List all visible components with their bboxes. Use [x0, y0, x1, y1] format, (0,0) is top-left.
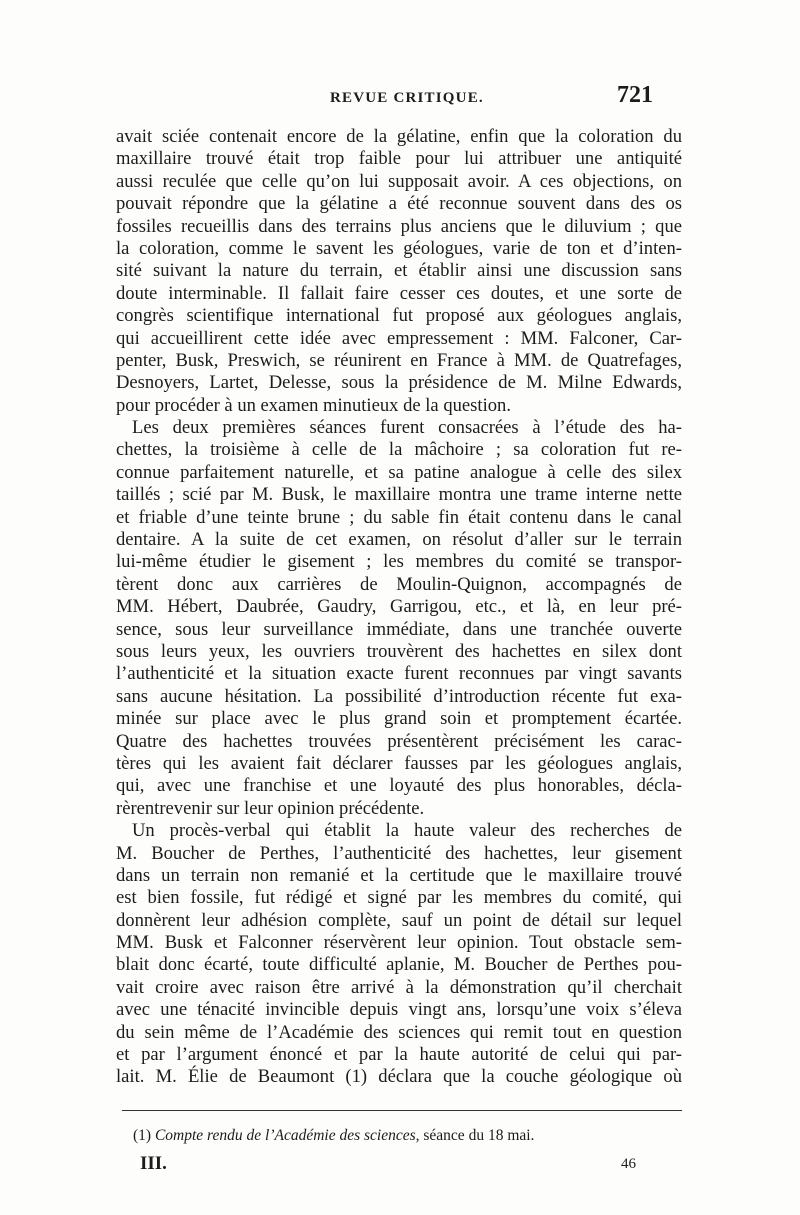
footnote-mark: (1) [133, 1127, 152, 1144]
text-line: Un procès-verbal qui établit la haute valeur des recherches de [132, 820, 682, 842]
text-line: sans aucune hésitation. La possibilité d’introduction récente fut exa- [116, 685, 682, 707]
text-line: avait sciée contenait encore de la gélatine, enfin que la coloration du [116, 126, 682, 147]
text-line: lait. M. Élie de Beaumont (1) déclara que la couche géologique où [116, 1066, 682, 1088]
text-line: connue parfaitement naturelle, et sa patine analogue à celle des silex [116, 461, 682, 483]
text-line: congrès scientifique international fut proposé aux géologues anglais, [116, 305, 682, 327]
text-line: est bien fossile, fut rédigé et signé par les membres du comité, qui [116, 887, 682, 909]
text-line: M. Boucher de Perthes, l’authenticité des hachettes, leur gisement [116, 842, 682, 864]
text-line: sence, sous leur surveillance immédiate, dans une tranchée ouverte [116, 618, 682, 640]
footnote-rule [122, 1110, 682, 1111]
text-line: la coloration, comme le savent les géologues, varie de ton et d’inten- [116, 237, 682, 259]
page-number: 721 [617, 82, 653, 108]
signature-mark: III. [140, 1153, 167, 1174]
text-line: lui-même étudier le gisement ; les membres du comité se transpor- [116, 551, 682, 573]
text-line: tèrent donc aux carrières de Moulin-Quignon, accompagnés de [116, 573, 682, 595]
text-line: du sein même de l’Académie des sciences qui remit tout en question [116, 1021, 682, 1043]
text-line: aussi reculée que celle qu’on lui supposait avoir. A ces objections, on [116, 170, 682, 192]
footnote-detail: séance du 18 mai. [423, 1127, 535, 1144]
footnote-source: Compte rendu de l’Académie des sciences, [154, 1127, 420, 1144]
text-line: qui accueillirent cette idée avec empressement : MM. Falconer, Car- [116, 327, 682, 349]
text-line: MM. Busk et Falconner réservèrent leur opinion. Tout obstacle sem- [116, 932, 682, 954]
text-line: sité suivant la nature du terrain, et établir ainsi une discussion sans [116, 260, 682, 282]
running-title: REVUE CRITIQUE. [330, 90, 484, 106]
text-line: penter, Busk, Preswich, se réunirent en France à MM. de Quatrefages, [116, 349, 682, 371]
text-line: qui, avec une franchise et une loyauté des plus honorables, décla- [116, 775, 682, 797]
text-line: pouvait répondre que la gélatine a été reconnue souvent dans des os [116, 193, 682, 215]
text-line: blait donc écarté, toute difficulté aplanie, M. Boucher de Perthes pou- [116, 954, 682, 976]
text-line: Desnoyers, Lartet, Delesse, sous la présidence de M. Milne Edwards, [116, 372, 682, 394]
text-line: tères qui les avaient fait déclarer fausses par les géologues anglais, [116, 752, 682, 774]
text-line: fossiles recueillis dans des terrains plus anciens que le diluvium ; que [116, 215, 682, 237]
text-line: Les deux premières séances furent consacrées à l’étude des ha- [132, 417, 682, 439]
text-line: pour procéder à un examen minutieux de la question. [116, 394, 511, 416]
text-line: et friable d’une teinte brune ; du sable fin était contenu dans le canal [116, 506, 682, 528]
text-line: dans un terrain non remanié et la certitude que le maxillaire trouvé [116, 864, 682, 886]
text-line: et par l’argument énoncé et par la haute autorité de celui qui par- [116, 1044, 682, 1066]
footnote [133, 1127, 534, 1145]
sheet-number: 46 [621, 1156, 636, 1172]
text-line: maxillaire trouvé était trop faible pour lui attribuer une antiquité [116, 148, 682, 170]
text-line: donnèrent leur adhésion complète, sauf un point de détail sur lequel [116, 909, 682, 931]
text-line: vait croire avec raison être arrivé à la démonstration qu’il cherchait [116, 976, 682, 998]
text-line: MM. Hébert, Daubrée, Gaudry, Garrigou, etc., et là, en leur pré- [116, 596, 682, 618]
text-line: l’authenticité et la situation exacte furent reconnues par vingt savants [116, 663, 682, 685]
text-line: taillés ; scié par M. Busk, le maxillaire montra une trame interne nette [116, 484, 682, 506]
text-line: minée sur place avec le plus grand soin et promptement écartée. [116, 708, 682, 730]
text-line: dentaire. A la suite de cet examen, on résolut d’aller sur le terrain [116, 529, 682, 551]
text-line: avec une ténacité invincible depuis vingt ans, lorsqu’une voix s’éleva [116, 999, 682, 1021]
text-line: sous leurs yeux, les ouvriers trouvèrent des hachettes en silex dont [116, 640, 682, 662]
text-line: rèrentrevenir sur leur opinion précédente. [116, 797, 425, 819]
body-text [116, 126, 682, 1089]
text-line: Quatre des hachettes trouvées présentèrent précisément les carac- [116, 730, 682, 752]
text-line: chettes, la troisième à celle de la mâchoire ; sa coloration fut re- [116, 439, 682, 461]
text-line: doute interminable. Il fallait faire cesser ces doutes, et une sorte de [116, 282, 682, 304]
